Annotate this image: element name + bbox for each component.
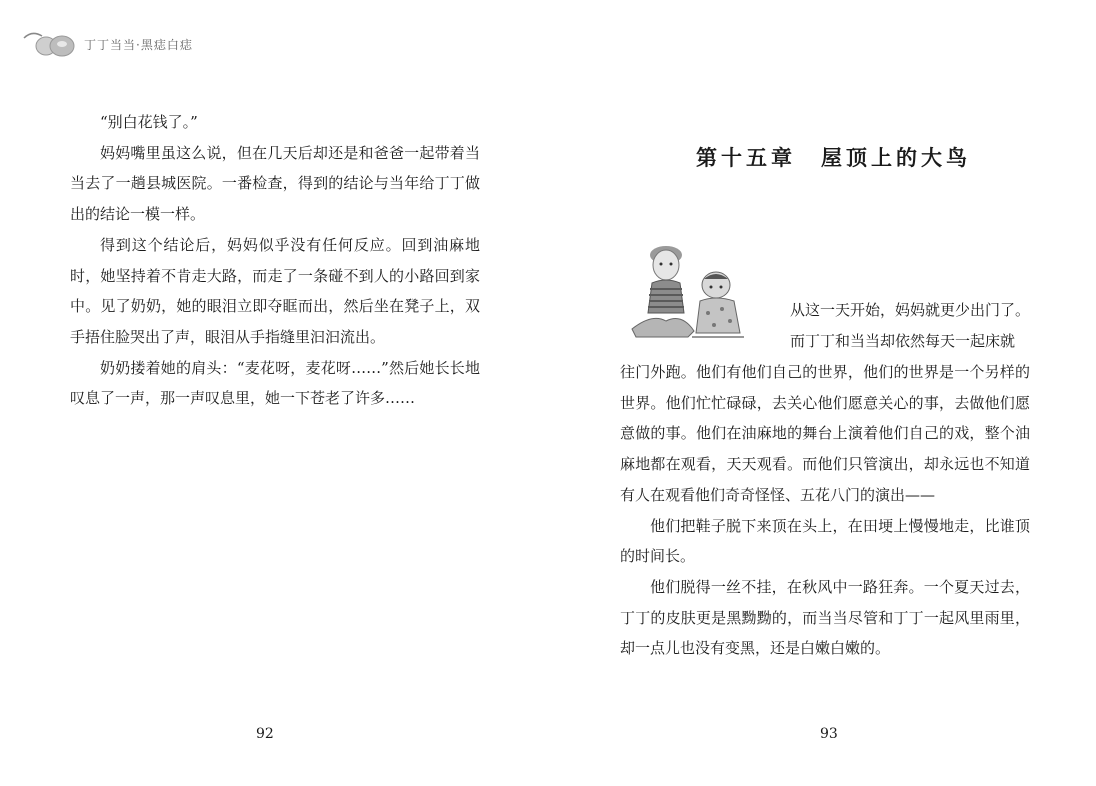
paragraph: 得到这个结论后，妈妈似乎没有任何反应。回到油麻地时，她坚持着不肯走大路，而走了一条碰不到人的小路回到家中。见了奶奶，她的眼泪立即夺眶而出，然后坐在凳子上，双手捂住脸哭出了声，眼泪从手指缝里汩汩流出。 [70,235,480,346]
page-number-left: 92 [256,726,274,742]
paragraph: “别白花钱了。” [100,113,198,131]
paragraph: 往门外跑。他们有他们自己的世界，他们的世界是一个另样的世界。他们忙忙碌碌，去关心他们愿意关心的事，去做他们愿意做的事。他们在油麻地的舞台上演着他们自己的戏，整个油麻地都在观看，天天观看。而他们只管演出，却永远也不知道有人在观看他们奇奇怪怪、五花八门的演出—— [620,363,1030,504]
page-number-right: 93 [820,726,838,742]
left-page [70,0,490,786]
wrapped-text [775,295,1030,356]
paragraph: 他们脱得一丝不挂，在秋风中一路狂奔。一个夏天过去，丁丁的皮肤更是黑黝黝的，而当当尽管和丁丁一起风里雨里，却一点儿也没有变黑，还是白嫩白嫩的。 [620,577,1030,658]
paragraph: 他们把鞋子脱下来顶在头上，在田埂上慢慢地走，比谁顶的时间长。 [620,516,1030,566]
right-page-text [620,357,1030,664]
paragraph: 而丁丁和当当却依然每天一起床就 [790,331,1016,350]
paragraph: 从这一天开始，妈妈就更少出门了。 [790,301,1031,319]
right-page [620,0,1030,786]
chapter-title: 第十五章 屋顶上的大鸟 [696,145,971,170]
series-title: 丁丁当当·黑痣白痣 [84,37,193,52]
paragraph: 奶奶搂着她的肩头：“麦花呀，麦花呀……”然后她长长地叹息了一声，那一声叹息里，她一下苍老了许多…… [70,358,480,408]
left-page-text [70,107,480,414]
two-boys-illustration-icon [622,233,752,345]
paragraph: 妈妈嘴里虽这么说，但在几天后却还是和爸爸一起带着当当去了一趟县城医院。一番检查，得到的结论与当年给丁丁做出的结论一模一样。 [70,143,480,224]
